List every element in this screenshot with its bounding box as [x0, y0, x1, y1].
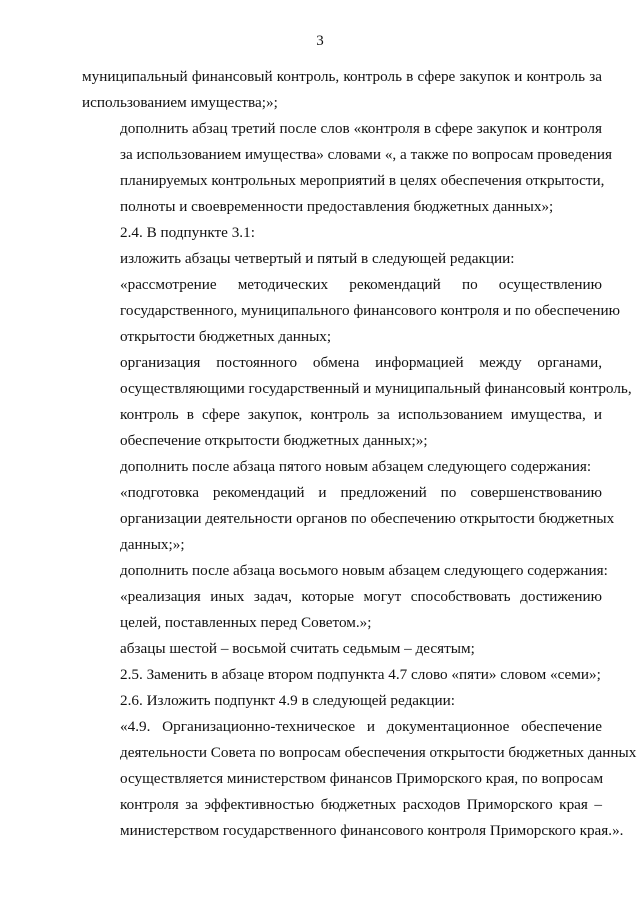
text-line: муниципальный финансовый контроль, контроль в сфере закупок и контроль за	[82, 68, 602, 85]
text-line: контроль в сфере закупок, контроль за использованием имущества, и	[120, 406, 602, 423]
text-line: использованием имущества;»;	[82, 94, 278, 111]
text-line: данных;»;	[120, 536, 185, 553]
text-line: дополнить абзац третий после слов «контроля в сфере закупок и контроля	[120, 120, 602, 137]
document-body	[82, 64, 637, 844]
text-line: министерством государственного финансового контроля Приморского края.».	[120, 822, 624, 839]
text-line: за использованием имущества» словами «, а также по вопросам проведения	[120, 146, 612, 163]
text-line: обеспечение открытости бюджетных данных;»;	[120, 432, 428, 449]
paragraph	[82, 480, 615, 558]
paragraph	[82, 220, 602, 246]
paragraph	[82, 454, 602, 480]
text-line: дополнить после абзаца пятого новым абзацем следующего содержания:	[120, 458, 592, 475]
paragraph	[82, 584, 602, 636]
text-line: государственного, муниципального финансового контроля и по обеспечению	[120, 302, 620, 319]
paragraph	[82, 350, 632, 454]
paragraph	[82, 272, 620, 350]
text-line: осуществляющими государственный и муниципальный финансовый контроль,	[120, 380, 632, 397]
paragraph	[82, 662, 602, 688]
text-line: 2.5. Заменить в абзаце втором подпункта 4.7 слово «пяти» словом «семи»;	[120, 666, 601, 683]
text-line: открытости бюджетных данных;	[120, 328, 332, 345]
paragraph	[82, 636, 602, 662]
text-line: планируемых контрольных мероприятий в целях обеспечения открытости,	[120, 172, 605, 189]
paragraph	[82, 688, 602, 714]
text-line: 2.4. В подпункте 3.1:	[120, 224, 255, 241]
paragraph	[82, 714, 637, 844]
page-number: 3	[316, 33, 324, 49]
paragraph	[82, 116, 612, 220]
text-line: «рассмотрение методических рекомендаций по осуществлению	[120, 276, 602, 293]
text-line: «подготовка рекомендаций и предложений по совершенствованию	[120, 484, 602, 501]
text-line: 2.6. Изложить подпункт 4.9 в следующей редакции:	[120, 692, 456, 709]
text-line: организация постоянного обмена информацией между органами,	[120, 354, 602, 371]
text-line: «4.9. Организационно-техническое и документационное обеспечение	[120, 718, 602, 735]
text-line: изложить абзацы четвертый и пятый в следующей редакции:	[120, 250, 515, 267]
paragraph	[82, 64, 602, 116]
text-line: «реализация иных задач, которые могут способствовать достижению	[120, 588, 602, 605]
text-line: дополнить после абзаца восьмого новым абзацем следующего содержания:	[120, 562, 608, 579]
text-line: полноты и своевременности предоставления бюджетных данных»;	[120, 198, 554, 215]
text-line: контроля за эффективностью бюджетных расходов Приморского края –	[120, 796, 602, 813]
paragraph	[82, 558, 608, 584]
text-line: осуществляется министерством финансов Приморского края, по вопросам	[120, 770, 604, 787]
text-line: организации деятельности органов по обеспечению открытости бюджетных	[120, 510, 615, 527]
text-line: деятельности Совета по вопросам обеспечения открытости бюджетных данных	[120, 744, 637, 761]
paragraph	[82, 246, 602, 272]
text-line: абзацы шестой – восьмой считать седьмым – десятым;	[120, 640, 475, 657]
text-line: целей, поставленных перед Советом.»;	[120, 614, 372, 631]
